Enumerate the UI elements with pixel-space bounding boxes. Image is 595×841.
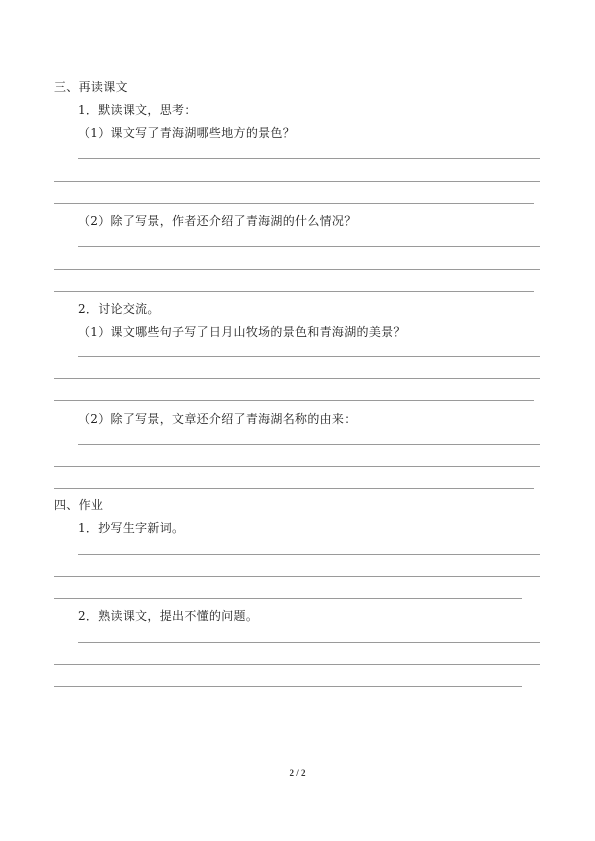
homework-ask-questions: 2．熟读课文，提出不懂的问题。 <box>78 609 259 623</box>
answer-line[interactable] <box>54 664 540 665</box>
answer-line[interactable] <box>54 686 522 687</box>
answer-line[interactable] <box>78 356 540 357</box>
question-scenery-sentences: （1）课文哪些句子写了日月山牧场的景色和青海湖的美景？ <box>78 325 406 339</box>
answer-line[interactable] <box>54 488 534 489</box>
answer-line[interactable] <box>78 642 540 643</box>
answer-line[interactable] <box>78 246 540 247</box>
item-discussion: 2．讨论交流。 <box>78 302 160 316</box>
answer-line[interactable] <box>78 444 540 445</box>
answer-line[interactable] <box>54 598 522 599</box>
answer-line[interactable] <box>78 554 540 555</box>
answer-line[interactable] <box>54 203 534 204</box>
question-lake-places: （1）课文写了青海湖哪些地方的景色？ <box>78 126 296 140</box>
answer-line[interactable] <box>54 400 534 401</box>
homework-copy-words: 1．抄写生字新词。 <box>78 521 185 535</box>
item-silent-reading: 1．默读课文，思考： <box>78 103 197 117</box>
question-lake-name-origin: （2）除了写景，文章还介绍了青海湖名称的由来： <box>78 412 357 426</box>
answer-line[interactable] <box>54 378 540 379</box>
question-lake-other-info: （2）除了写景，作者还介绍了青海湖的什么情况？ <box>78 214 357 228</box>
answer-line[interactable] <box>54 269 540 270</box>
answer-line[interactable] <box>54 466 540 467</box>
answer-line[interactable] <box>54 576 540 577</box>
section-heading-homework: 四、作业 <box>54 498 104 512</box>
section-heading-review: 三、再读课文 <box>54 80 128 94</box>
answer-line[interactable] <box>54 181 540 182</box>
answer-line[interactable] <box>54 291 534 292</box>
answer-line[interactable] <box>78 158 540 159</box>
page-number: 2 / 2 <box>289 768 306 778</box>
